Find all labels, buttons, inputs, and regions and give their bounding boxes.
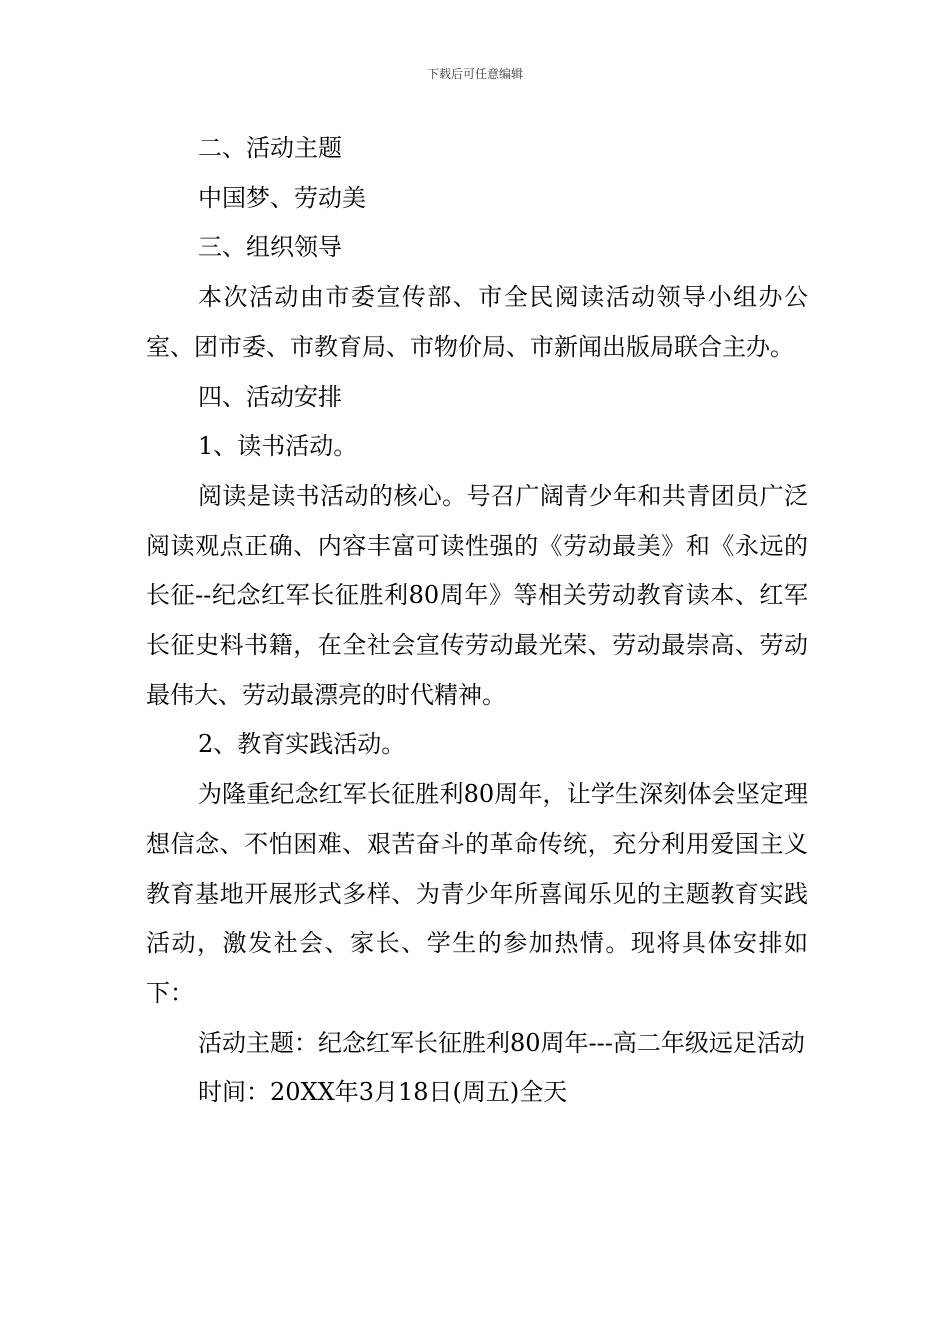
subheading-reading-activity: 1、读书活动。 (198, 432, 358, 461)
organization-paragraph: 本次活动由市委宣传部、市全民阅读活动领导小组办公室、团市委、市教育局、市物价局、市新闻出版局联合主办。 (146, 283, 808, 361)
section-heading-theme: 二、活动主题 (198, 134, 342, 162)
activity-theme-line: 活动主题：纪念红军长征胜利80周年---高二年级远足活动 (198, 1028, 805, 1057)
page-header: 下载后可任意编辑 (426, 67, 523, 81)
reading-activity-paragraph: 阅读是读书活动的核心。号召广阔青少年和共青团员广泛阅读观点正确、内容丰富可读性强的《劳动最美》和《永远的长征--纪念红军长征胜利80周年》等相关劳动教育读本、红军长征史料书籍，在全社会宣传劳动最光荣、劳动最崇高、劳动最伟大、劳动最漂亮的时代精神。 (146, 481, 808, 709)
education-practice-paragraph: 为隆重纪念红军长征胜利80周年，让学生深刻体会坚定理想信念、不怕困难、艰苦奋斗的革命传统，充分利用爱国主义教育基地开展形式多样、为青少年所喜闻乐见的主题教育实践活动，激发社会、家长、学生的参加热情。现将具体安排如下： (146, 780, 808, 1007)
theme-text: 中国梦、劳动美 (198, 183, 366, 212)
section-heading-arrangement: 四、活动安排 (198, 382, 342, 411)
subheading-education-practice: 2、教育实践活动。 (198, 730, 406, 759)
document-body (146, 124, 808, 1118)
activity-time-line: 时间：20XX年3月18日(周五)全天 (198, 1078, 568, 1107)
section-heading-organization: 三、组织领导 (198, 233, 342, 262)
